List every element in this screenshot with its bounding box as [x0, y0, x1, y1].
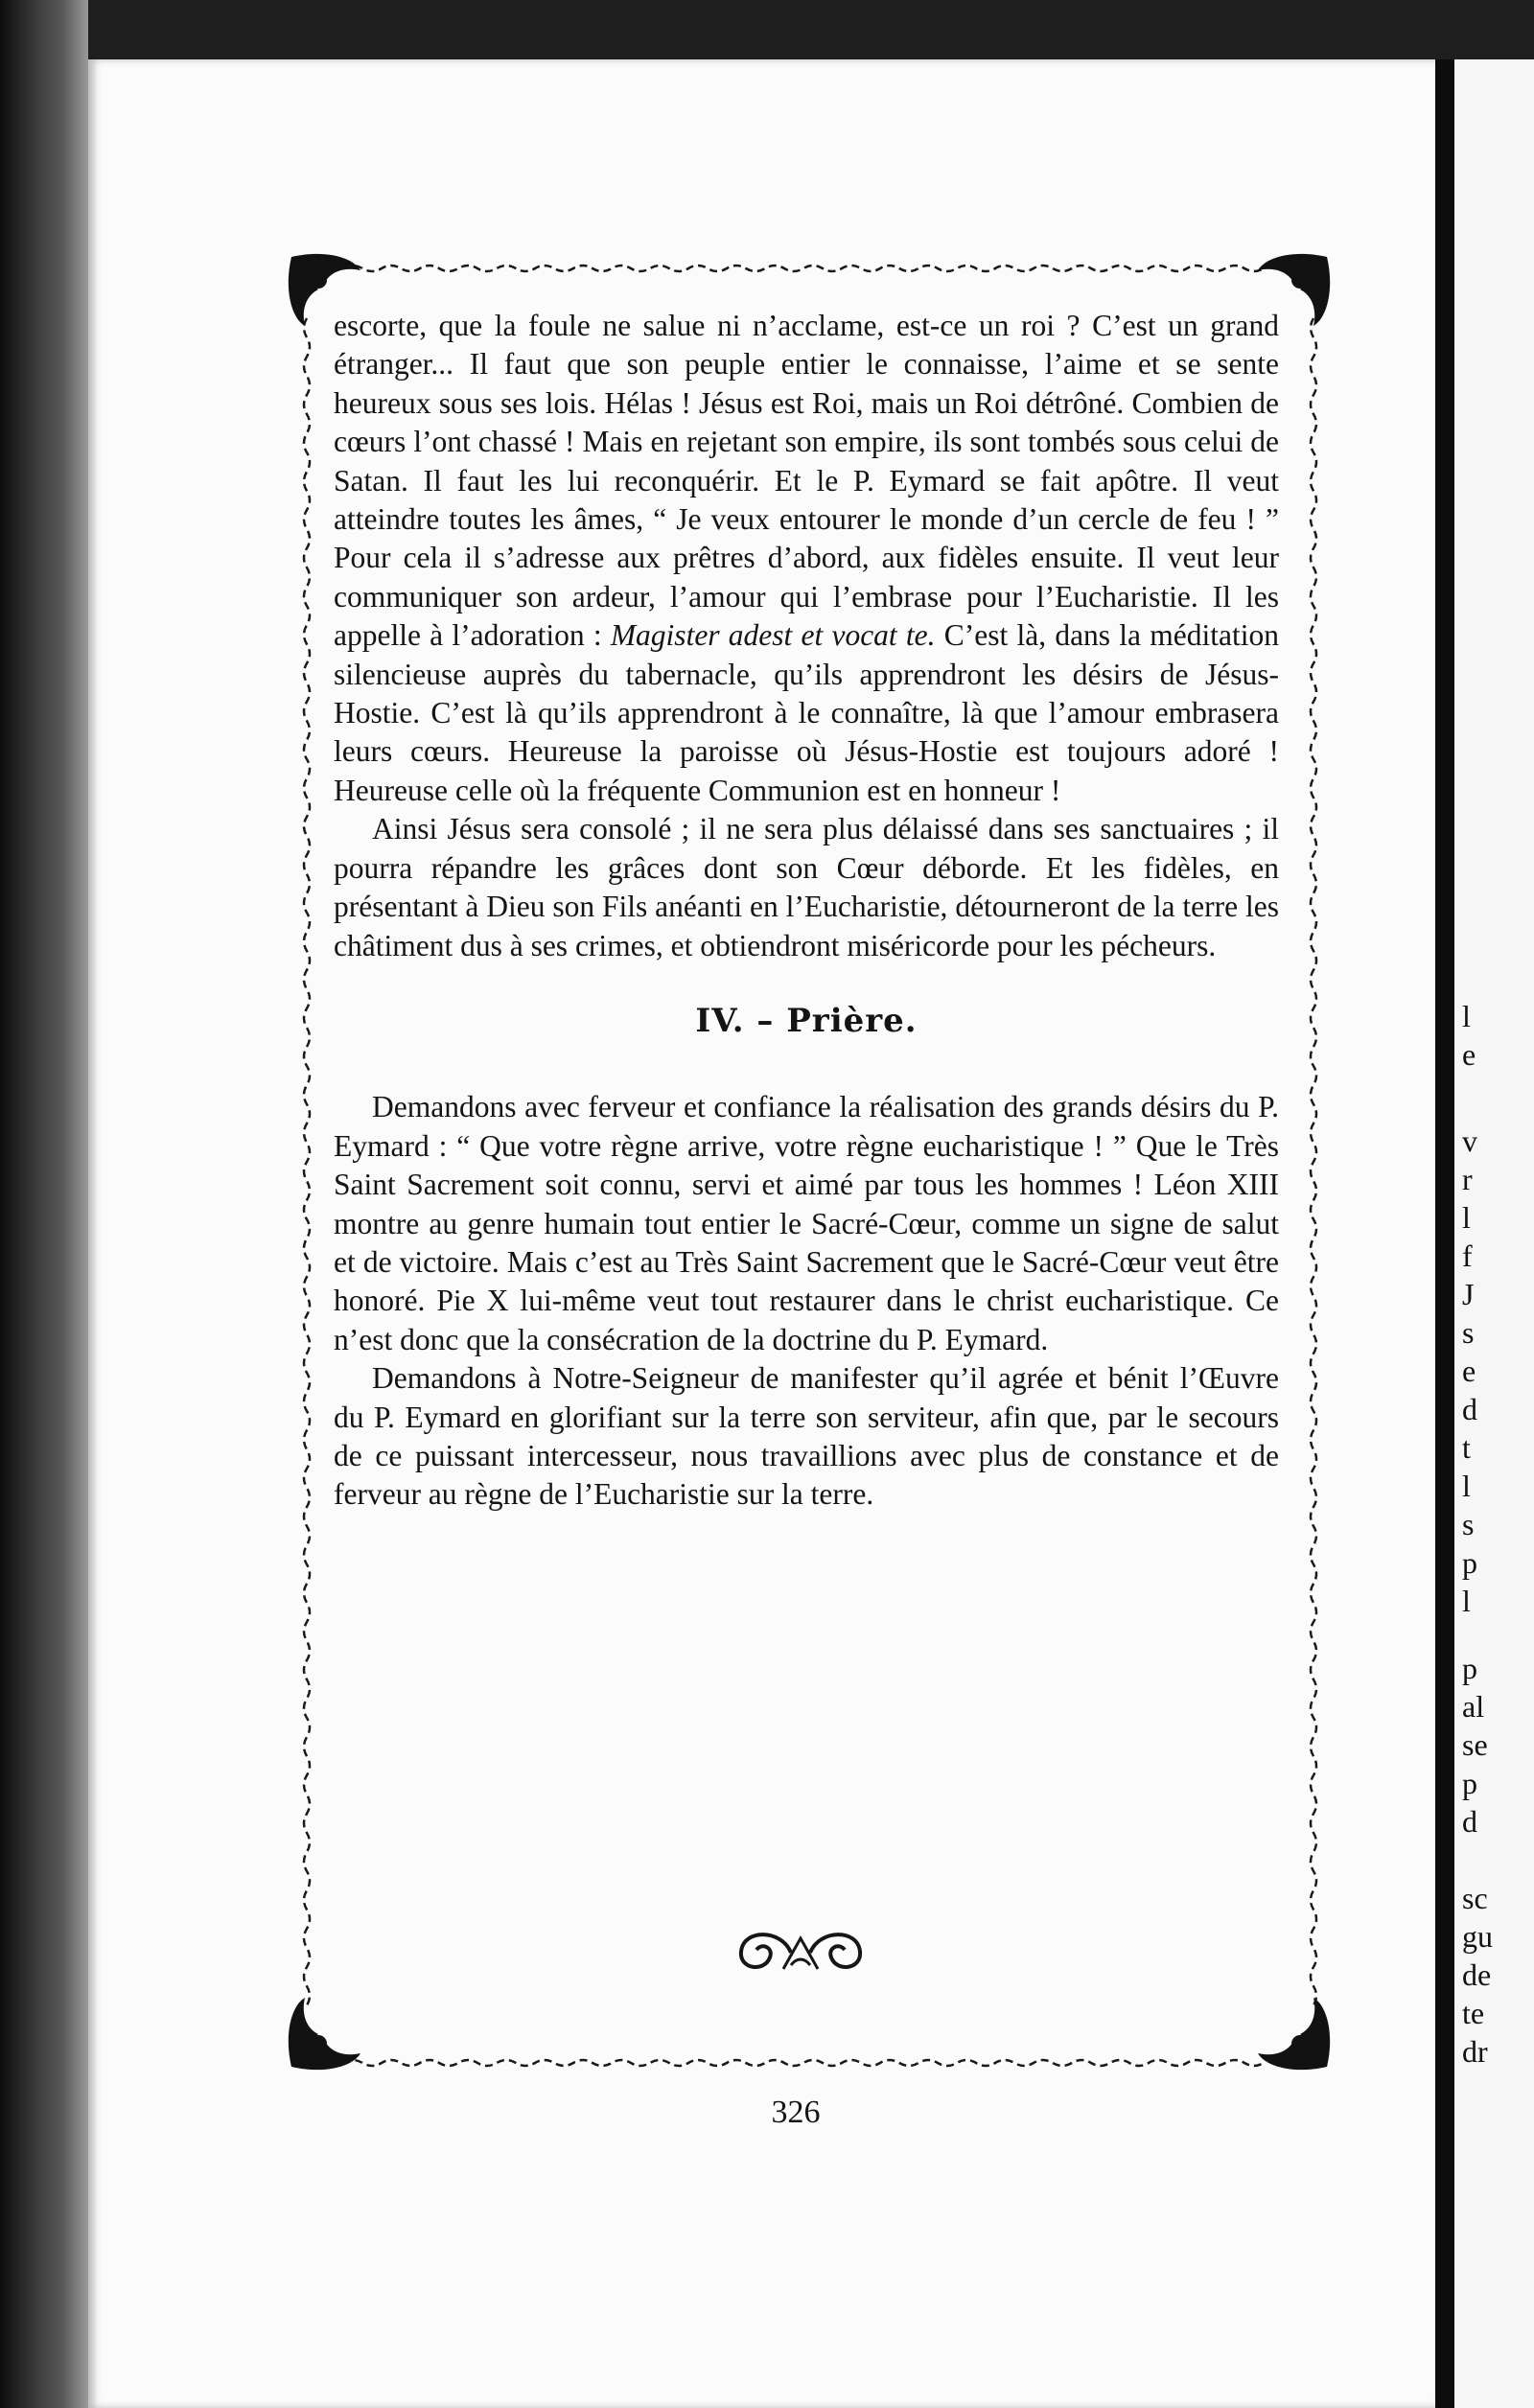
paragraph-consolation: Ainsi Jésus sera consolé ; il ne sera plus délaissé dans ses sanctuaires ; il pourra répandre les grâces dont son Cœur déborde. Et les fidèles, en présentant à Dieu son Fils anéanti en l’Eucharistie, détourneront de la terre les châtiment dus à ses crimes, et obtiendront miséricorde pour les pécheurs.	[334, 812, 1279, 962]
book-gutter-right	[1435, 59, 1454, 2408]
book-binding-left	[0, 0, 88, 2408]
page-body-text	[334, 307, 1279, 1515]
adjacent-fragment: d	[1462, 1804, 1477, 1839]
adjacent-fragment: e	[1462, 1354, 1476, 1388]
prayer-paragraph-2: Demandons à Notre-Seigneur de manifester qu’il agrée et bénit l’Œuvre du P. Eymard en glorifiant sur la terre son serviteur, afin que, par le secours de ce puissant intercesseur, nous travaillions avec plus de constance et de ferveur au règne de l’Eucharistie sur la terre.	[334, 1361, 1279, 1512]
adjacent-fragment: s	[1462, 1507, 1475, 1541]
continuation-text: escorte, que la foule ne salue ni n’acclame, est-ce un roi ? C’est un grand étranger... Il faut que son peuple entier le connaisse, l’aime et se sente heureux sous ses lois. Hélas ! Jésus est Roi, mais un Roi détrôné. Combien de cœurs l’ont chassé ! Mais en rejetant son empire, ils sont tombés sous celui de Satan. Il faut les lui reconquérir. Et le P. Eymard se fait apôtre. Il veut atteindre toutes les âmes, “ Je veux entourer le monde d’un cercle de feu ! ” Pour cela il s’adresse aux prêtres d’abord, aux fidèles ensuite. Il veut leur communiquer son ardeur, l’amour qui l’embrase pour l’Eucharistie. Il les appelle à l’adoration :	[334, 309, 1279, 653]
adjacent-fragment: e	[1462, 1037, 1476, 1072]
adjacent-fragment: p	[1462, 1766, 1477, 1800]
adjacent-page-edge	[1454, 59, 1534, 2408]
latin-quote: Magister adest et vocat te.	[610, 618, 936, 653]
adjacent-fragment: se	[1462, 1727, 1488, 1762]
adjacent-fragment: l	[1462, 1200, 1471, 1235]
adjacent-fragment: f	[1462, 1239, 1473, 1273]
adjacent-fragment: sc	[1462, 1881, 1488, 1915]
prayer-paragraph-1: Demandons avec ferveur et confiance la réalisation des grands désirs du P. Eymard : “ Que votre règne arrive, votre règne eucharistique ! ” Que le Très Saint Sacrement soit connu, servi et aimé par tous les hommes ! Léon XIII montre au genre humain tout entier le Sacré-Cœur, comme un signe de salut et de victoire. Mais c’est au Très Saint Sacrement que le Sacré-Cœur veut être honoré. Pie X lui-même veut tout restaurer dans le christ eucharistique. Ce n’est donc que la consécration de la doctrine du P. Eymard.	[334, 1090, 1279, 1356]
adjacent-fragment: de	[1462, 1957, 1492, 1992]
adjacent-fragment: p	[1462, 1545, 1477, 1580]
continuation-tail: C’est là, dans la méditation silencieuse auprès du tabernacle, qu’ils apprendront les désirs de Jésus-Hostie. C’est là qu’ils apprendront à le connaître, là que l’amour embrasera leurs cœurs. Heureuse la paroisse où Jésus-Hostie est toujours adoré ! Heureuse celle où la fréquente Communion est en honneur !	[334, 618, 1279, 807]
page-number: 326	[771, 2095, 821, 2130]
adjacent-fragment: l	[1462, 1469, 1471, 1503]
adjacent-fragment: J	[1462, 1277, 1475, 1311]
adjacent-fragment: te	[1462, 1996, 1485, 2030]
adjacent-fragment: s	[1462, 1315, 1475, 1350]
adjacent-fragment: l	[1462, 1584, 1471, 1618]
continuation-paragraph	[334, 307, 1279, 810]
adjacent-fragment: p	[1462, 1651, 1477, 1685]
adjacent-fragment: v	[1462, 1123, 1477, 1158]
adjacent-fragment: gu	[1462, 1919, 1493, 1954]
section-heading: IV. – Prière.	[695, 1001, 918, 1040]
adjacent-fragment: d	[1462, 1392, 1477, 1426]
adjacent-fragment: al	[1462, 1689, 1485, 1724]
adjacent-fragment: dr	[1462, 2034, 1488, 2069]
adjacent-fragment: t	[1462, 1430, 1471, 1465]
adjacent-fragment: r	[1462, 1162, 1473, 1196]
adjacent-fragment: l	[1462, 999, 1471, 1033]
scroll-fleuron-icon	[724, 1919, 877, 1991]
